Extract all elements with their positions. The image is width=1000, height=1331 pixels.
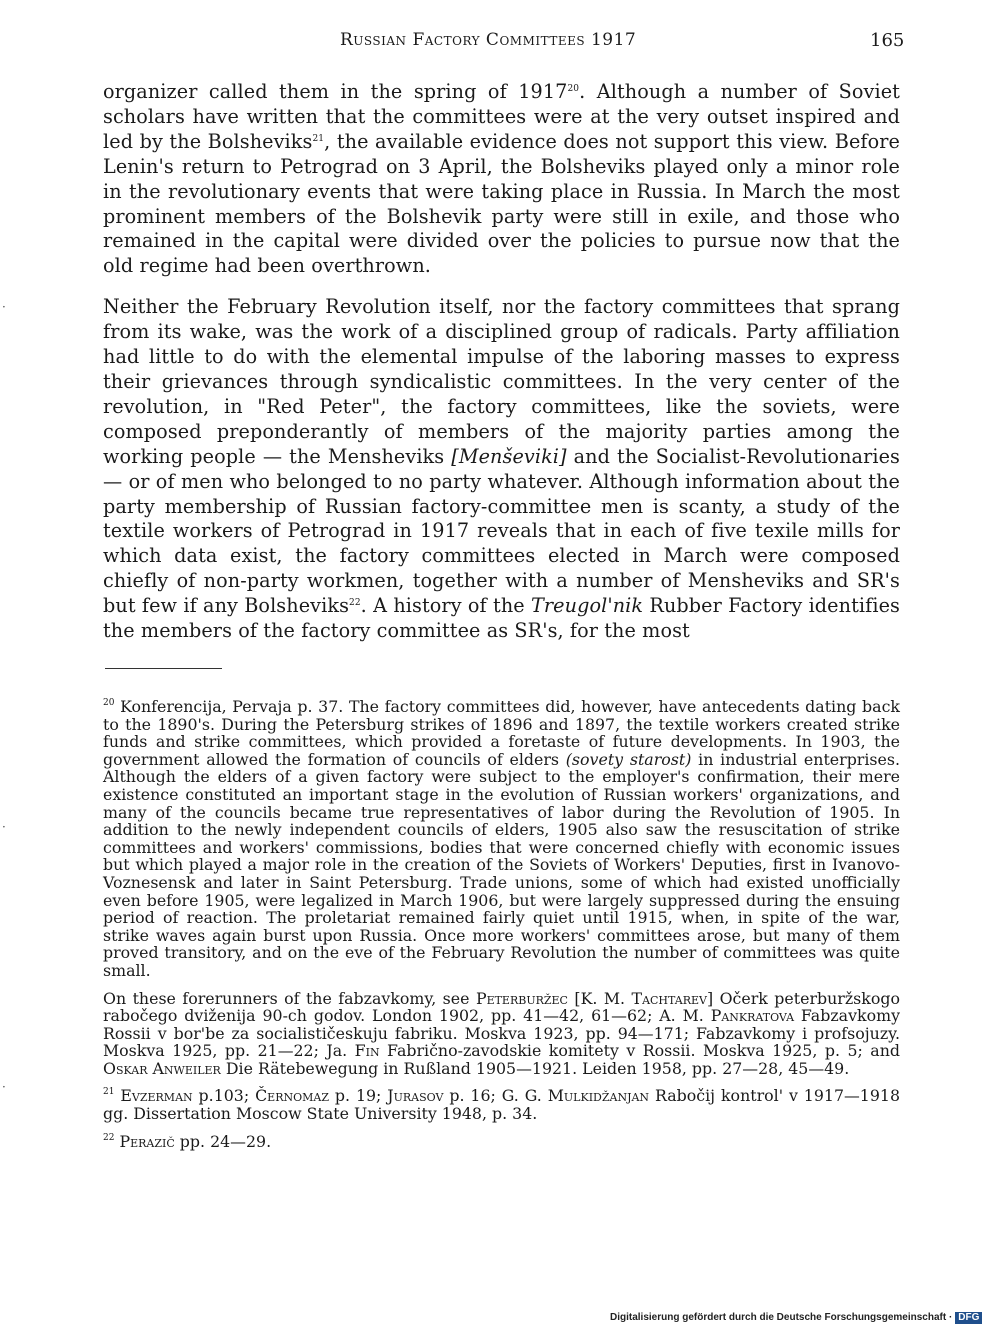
text-run: Die Rätebewegung in Rußland 1905—1921. Leiden 1958, pp. 27—28, 45—49.	[220, 1058, 850, 1078]
text-run: p. 19;	[328, 1086, 388, 1106]
margin-mark: ·	[2, 1080, 6, 1094]
paragraph	[103, 295, 900, 644]
text-run: Fabrično-zavodskie komitety v Rossii. Moskva 1925, p. 5; and	[379, 1041, 900, 1061]
credit-text: Digitalisierung gefördert durch die Deutsche Forschungsgemeinschaft ·	[610, 1312, 953, 1323]
text-run: Konferencija, Pervaja p. 37. The factory committees did, however, have antecedents dating back to the 1890's. During the Petersburg strikes of 1896 and 1897, the textile workers created strike funds and strike committees, which provided a foretaste of future developments. In 1903, the government allowed the formation of councils of elders	[103, 697, 900, 769]
text-run: Rabočij kontrol' v 1917—1918 gg. Dissertation Moscow State University 1948, p. 34.	[103, 1086, 900, 1124]
text-run: . A history of the	[360, 594, 531, 618]
footnote-number: 22	[103, 1132, 115, 1143]
footnote-ref: 21	[312, 133, 325, 144]
text-run: Rubber Factory identifies the members of the factory committee as SR's, for the most	[103, 594, 900, 643]
author-name: Oskar Anweiler	[103, 1058, 221, 1078]
text-run: [K. M.	[567, 988, 632, 1008]
text-run: p. 16; G. G.	[443, 1086, 548, 1106]
text-run: , the available evidence does not support this view. Before Lenin's return to Petrograd on 3 April, the Bolsheviks played only a minor role in the revolutionary events that were taking place in Russia. In March the most prominent members of the Bolshevik party were still in exile, and those who remained in the capital were divided over the policies to pursue now that the old regime had been overthrown.	[103, 129, 900, 278]
italic-term: Treugol'nik	[530, 594, 644, 618]
author-name: Peterburžec	[475, 988, 568, 1008]
footnote-number: 20	[103, 698, 115, 708]
italic-term: [Menševiki]	[451, 444, 567, 468]
text-run: On these forerunners of the fabzavkomy, see	[103, 988, 476, 1008]
paragraph	[103, 80, 900, 279]
footnotes	[103, 698, 900, 1150]
running-title: Russian Factory Committees 1917	[340, 30, 637, 50]
text-run: . Although a number of Soviet scholars have written that the committees were at the very outset inspired and led by the Bolsheviks	[103, 80, 900, 153]
author-name: Tachtarev	[631, 988, 707, 1008]
footnote-22	[103, 1133, 900, 1151]
text-run: in industrial enterprises. Although the elders of a given factory were subject to the employer's confirmation, their mere existence constituted an important stage in the evolution of Russian workers' organizations, and many of the councils became true representatives of labor during the Revolution of 1905. In addition to the newly independent councils of elders, 1905 also saw the resuscitation of strike committees and workers' commissions, bodies that were concerned chiefly with economic issues but which played a major role in the creation of the Soviets of Workers' Deputies, first in Ivanovo-Voznesensk and later in Saint Petersburg. Trade unions, some of which had existed unofficially even before 1905, were legalized in March 1906, but were largely suppressed during the ensuing period of reaction. The proletariat remained fairly quiet until 1915, when, in spite of the war, strike waves again burst upon Russia. Once more workers' committees arose, but many of them proved transitory, and on the eve of the February Revolution the number of committees was quite small.	[103, 749, 900, 980]
footnote-rule	[105, 668, 222, 669]
text-run: p.103;	[192, 1086, 256, 1106]
author-name: Jurasov	[387, 1086, 444, 1106]
dfg-logo: DFG	[955, 1312, 982, 1324]
footnote-20	[103, 698, 900, 980]
author-name: Evzerman	[120, 1086, 193, 1106]
author-name: Perazič	[119, 1131, 175, 1151]
page-number: 165	[870, 30, 905, 51]
italic-term: (sovety starost)	[565, 749, 692, 769]
footnote-20-continued	[103, 990, 900, 1078]
footnote-ref: 22	[349, 598, 361, 609]
text-run: organizer called them in the spring of 1917	[103, 80, 568, 103]
author-name: Fin	[354, 1041, 380, 1061]
text-run: pp. 24—29.	[174, 1131, 272, 1151]
author-name: Mulkidžanjan	[547, 1086, 650, 1106]
footnote-ref: 20	[567, 84, 580, 94]
footnote-number: 21	[103, 1087, 115, 1098]
text-run: ] Očerk peterburžskogo rabočego dviženija 90-ch godov. London 1902, pp. 41—42, 61—62; A. M.	[103, 988, 900, 1026]
digitization-credit	[610, 1312, 990, 1326]
footnote-21	[103, 1087, 900, 1122]
margin-mark: ·	[2, 820, 6, 834]
page-header	[0, 30, 1000, 54]
margin-mark: ·	[2, 300, 6, 314]
body-text	[103, 80, 900, 644]
text-run: and the Socialist-Revolutionaries — or of men who belonged to no party whatever. Although information about the party membership of Russian factory-committee men is scanty, a study of the textile workers of Petrograd in 1917 reveals that in each of five texile mills for which data exist, the factory committees elected in March were composed chiefly of non-party workmen, together with a number of Mensheviks and SR's but few if any Bolsheviks	[103, 444, 900, 618]
text-run: Neither the February Revolution itself, nor the factory committees that sprang from its wake, was the work of a disciplined group of radicals. Party affiliation had little to do with the elemental impulse of the laboring masses to express their grievances through syndicalistic committees. In the very center of the revolution, in "Red Peter", the factory committees, like the soviets, were composed preponderantly of members of the majority parties among the working people — the Mensheviks	[103, 295, 900, 468]
author-name: Černomaz	[255, 1086, 329, 1106]
author-name: Pankratova	[710, 1006, 795, 1026]
text-run: Fabzavkomy Rossii v bor'be za socialističeskuju fabriku. Moskva 1923, pp. 94—171; Fabzavkomy i profsojuzy. Moskva 1925, pp. 21—22; Ja.	[103, 1006, 900, 1061]
